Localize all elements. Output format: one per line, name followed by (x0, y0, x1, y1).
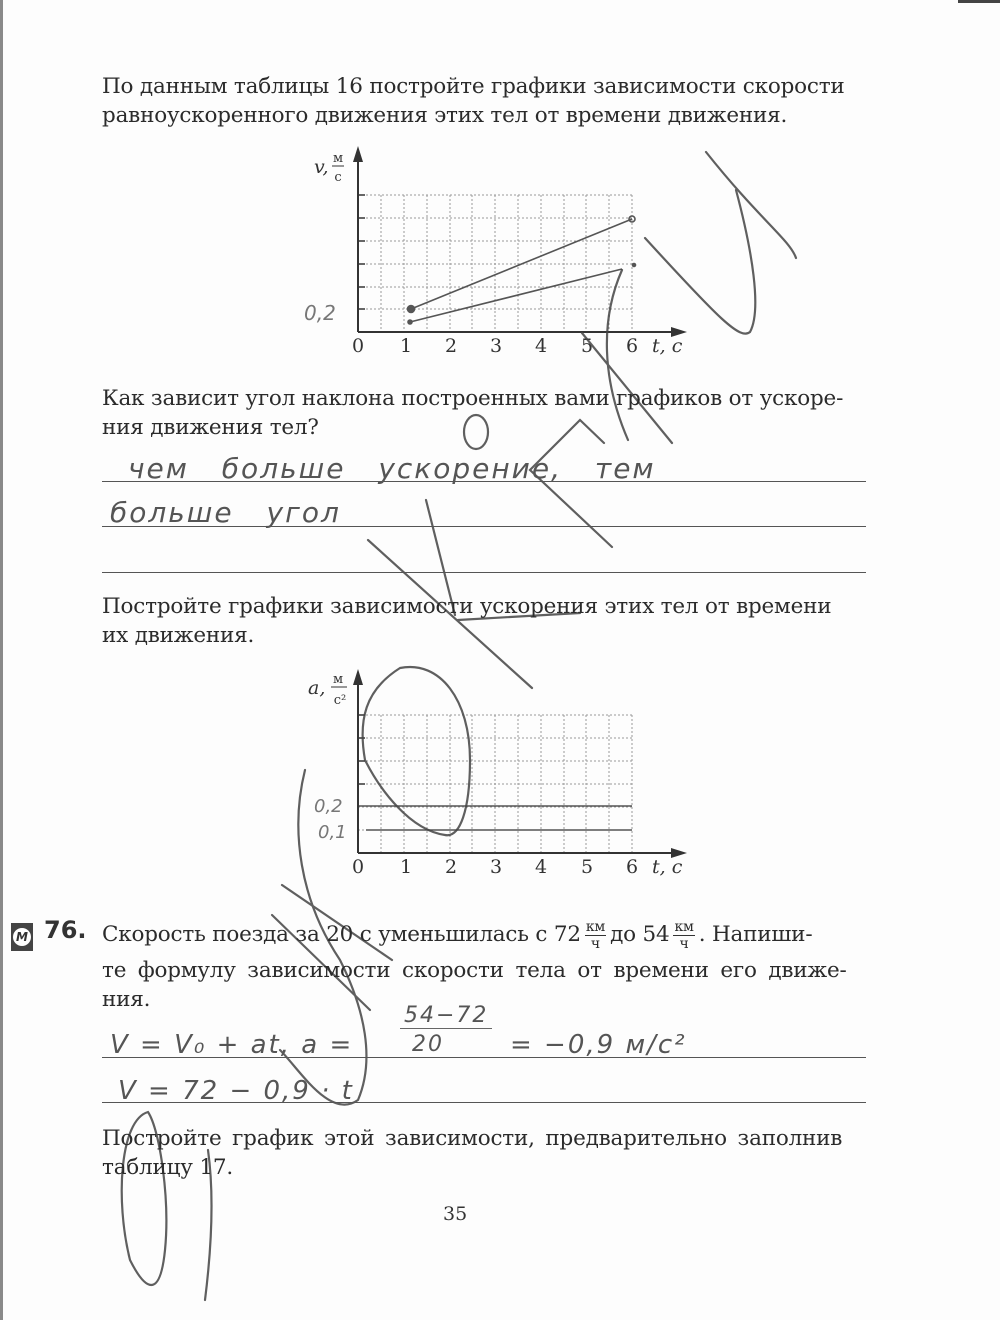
velocity-y-unit-den: с (334, 170, 342, 185)
tick-label: 3 (490, 856, 503, 878)
task-76-statement (102, 918, 866, 1014)
instruction-acceleration-graphs (102, 592, 866, 650)
velocity-series (408, 216, 636, 324)
acceleration-x-axis-label: t, с (652, 856, 683, 878)
text-line: Постройте графики зависимости ускорения этих тел от времени (102, 594, 832, 619)
tick-label: 0 (352, 335, 365, 357)
acceleration-x-ticks (352, 856, 638, 878)
acceleration-y-unit-num: м (332, 672, 344, 687)
m-icon: М (13, 928, 31, 946)
handwritten-fraction-numerator: 54−72 (400, 1003, 492, 1029)
tick-label: 3 (490, 335, 503, 357)
fraction-numerator: км (674, 918, 694, 935)
tick-label: 2 (445, 856, 458, 878)
answer-line (102, 526, 866, 527)
tick-label: 5 (581, 856, 594, 878)
text-segment: Скорость поезда за 20 с уменьшилась с 72 (102, 922, 581, 947)
velocity-y-axis-symbol: v, (314, 156, 329, 178)
tick-label: 1 (400, 335, 413, 357)
answer-line (102, 572, 866, 573)
text-line: их движения. (102, 623, 255, 648)
velocity-x-ticks (352, 335, 638, 357)
difficulty-badge (11, 923, 33, 951)
scribble-oval (363, 667, 470, 835)
page-number: 35 (443, 1203, 468, 1225)
handwritten-answer-line: больше угол (110, 496, 341, 529)
text-line: таблицу 17. (102, 1155, 233, 1180)
text-line: ния. (102, 987, 151, 1012)
velocity-x-axis-label: t, с (652, 335, 683, 357)
instruction-build-graph (102, 1124, 866, 1182)
text-segment: до 54 (610, 922, 670, 947)
velocity-grid (358, 195, 632, 332)
question-slope-vs-acceleration (102, 384, 866, 442)
tick-label: 1 (400, 856, 413, 878)
tick-label: 5 (581, 335, 594, 357)
acceleration-y-unit-den: с² (333, 693, 347, 708)
answer-line (102, 1102, 866, 1103)
velocity-y-ticks (358, 195, 365, 309)
acceleration-grid (358, 715, 632, 853)
unit-fraction (585, 919, 606, 952)
fraction-denominator: ч (590, 935, 600, 952)
handwritten-fraction-denominator: 20 (412, 1032, 444, 1057)
handwritten-formula: V = 72 − 0,9 · t (118, 1076, 354, 1106)
handwritten-formula: V = V₀ + at, a = (110, 1030, 354, 1060)
handwritten-y-tick: 0,2 (304, 301, 336, 325)
tick-label: 2 (445, 335, 458, 357)
tick-label: 4 (535, 856, 548, 878)
fraction-numerator: км (585, 918, 606, 935)
answer-line (102, 1057, 866, 1058)
tick-label: 6 (626, 335, 639, 357)
acceleration-y-axis-symbol: a, (308, 677, 326, 699)
tick-label: 4 (535, 335, 548, 357)
text-line: Постройте график этой зависимости, предварительно заполнив (102, 1126, 843, 1151)
handwritten-result: = −0,9 м/с² (510, 1030, 687, 1060)
handwritten-answer-line: чем больше ускорение, тем (128, 452, 656, 485)
text-line: Как зависит угол наклона построенных вами графиков от ускоре- (102, 386, 844, 411)
text-line: ния движения тел? (102, 415, 319, 440)
tick-label: 6 (626, 856, 639, 878)
tick-label: 0 (352, 856, 365, 878)
unit-fraction (673, 919, 694, 952)
handwritten-y-tick: 0,1 (318, 822, 347, 843)
task-number: 76. (44, 916, 87, 944)
scribble-stroke (645, 190, 755, 334)
text-line: равноускоренного движения этих тел от времени движения. (102, 103, 788, 128)
handwritten-y-tick: 0,2 (314, 796, 343, 817)
text-segment: . Напиши- (698, 922, 813, 947)
text-line: По данным таблицы 16 постройте графики зависимости скорости (102, 74, 845, 99)
scribble-stroke (706, 152, 796, 258)
text-line: те формулу зависимости скорости тела от времени его движе- (102, 958, 847, 983)
fraction-denominator: ч (679, 935, 689, 952)
velocity-y-unit-num: м (332, 151, 344, 166)
answer-line (102, 481, 866, 482)
